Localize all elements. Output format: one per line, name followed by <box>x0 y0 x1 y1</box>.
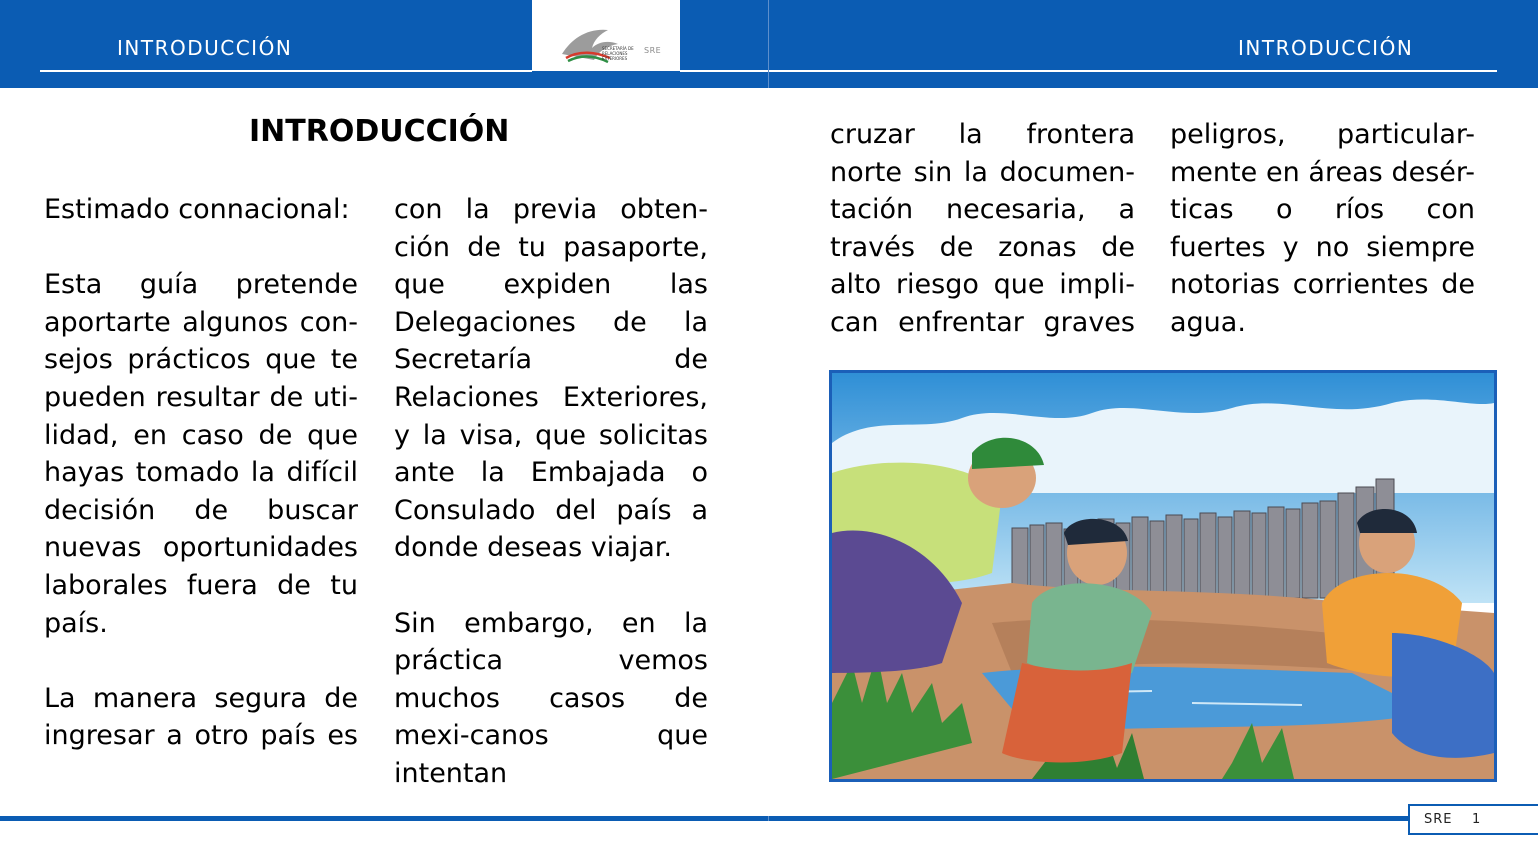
header-title-right: INTRODUCCIÓN <box>1238 36 1414 60</box>
header-rule-left <box>40 70 532 72</box>
page-title: INTRODUCCIÓN <box>249 114 510 149</box>
illustration-art <box>832 373 1494 779</box>
paragraph: La manera segura de ingresar a otro país es <box>44 682 358 752</box>
text-column-1 <box>44 191 358 755</box>
header-title-left: INTRODUCCIÓN <box>117 36 293 60</box>
paragraph: Esta guía pretende aportarte algunos con-sejos prácticos que te pueden resultar de uti-lidad, en caso de que hayas tomado la difícil decisión de buscar nuevas oportunidades laborales fuera de tu país. <box>44 269 358 639</box>
paragraph: cruzar la frontera norte sin la documen-tación necesaria, a través de zonas de alto riesgo que impli-can enfrentar graves <box>830 119 1135 338</box>
page-number: 1 <box>1472 812 1482 827</box>
page-spread-divider <box>768 0 769 88</box>
header-rule-center <box>680 70 768 72</box>
paragraph: Estimado connacional: <box>44 194 350 225</box>
paragraph: con la previa obten-ción de tu pasaporte, que expiden las Delegaciones de la Secretaría de Relaciones Exteriores, y la visa, que solicitas ante la Embajada o Consulado del país a donde deseas viajar. <box>394 194 708 564</box>
footer-rule <box>0 816 1408 821</box>
text-column-3 <box>830 116 1135 342</box>
text-column-4 <box>1170 116 1475 342</box>
footer-label: SRE <box>1424 812 1453 827</box>
header-rule-right <box>769 70 1497 72</box>
text-column-2 <box>394 191 708 793</box>
paragraph: Sin embargo, en la práctica vemos muchos casos de mexi-canos que intentan <box>394 607 708 789</box>
page-footer-badge <box>1408 804 1538 835</box>
paragraph: peligros, particular-mente en áreas desér-ticas o ríos con fuertes y no siempre notorias corrientes de agua. <box>1170 119 1475 338</box>
border-crossing-illustration <box>829 370 1497 782</box>
footer-spread-divider <box>768 816 769 821</box>
logo-wordmark: SECRETARÍA DE RELACIONES EXTERIORES <box>602 46 634 61</box>
logo-mark: SRE <box>644 46 662 55</box>
sre-logo <box>532 0 680 71</box>
